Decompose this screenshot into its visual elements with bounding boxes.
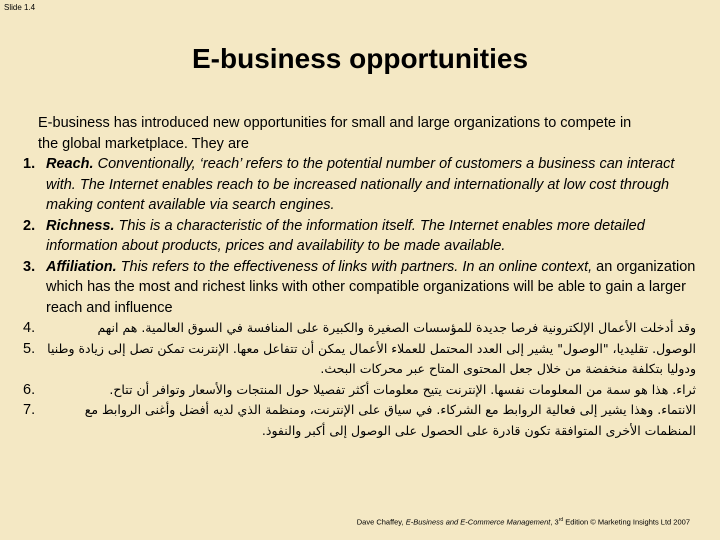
arabic-item-5: [16, 339, 696, 380]
arabic-text: الانتماء. وهذا يشير إلى فعالية الروابط مع الشركاء. في سياق على الإنترنت، ومنظمة الذي لديه أفضل وأغنى الروابط مع المنظمات الأخرى المتوافقة تكون قادرة على الحصول على الوصول إلى أكبر والنفوذ.: [84, 402, 696, 438]
list-number: 3.: [23, 258, 36, 275]
arabic-text: ثراء. هذا هو سمة من المعلومات نفسها. الإنترنت يتيح معلومات أكثر تفصيلا حول المنتجات والأسعار وتوافر أن تتاح.: [109, 381, 696, 397]
footer-book: E-Business and E-Commerce Management: [405, 517, 551, 527]
arabic-text: وقد أدخلت الأعمال الإلكترونية فرصا جديدة للمؤسسات الصغيرة والكبيرة على المنافسة في السوق العالمية. هم انهم: [97, 320, 696, 335]
list-item-lead: Richness.: [46, 217, 115, 234]
slide-body: [16, 113, 696, 441]
arabic-item-7: [16, 400, 696, 441]
list-number: 1.: [23, 156, 36, 172]
list-item-lead: Affiliation.: [46, 258, 117, 275]
footer-edition: , 3: [550, 517, 559, 527]
list-number: 5.: [23, 340, 36, 357]
list-item-text: [46, 216, 696, 257]
intro-line-1: E-business has introduced new opportunities for small and large organizations to compete in: [38, 115, 632, 131]
intro-line-2: the global marketplace. They are: [38, 135, 249, 152]
list-number: 2.: [23, 217, 36, 234]
list-item-tail: an organization which has the most and richest links with other compatible organizations will be able to gain a larger reach and influence: [46, 258, 696, 316]
list-item-text: [46, 257, 696, 319]
list-item-reach: [16, 154, 696, 216]
list-item-affiliation: [16, 257, 696, 319]
list-number: 7.: [23, 402, 36, 418]
arabic-text: الوصول. تقليديا، "الوصول" يشير إلى العدد المحتمل للعملاء الأعمال يمكن أن تتفاعل معها. الإنترنت تمكن تصل إلى زيادة وطنيا ودوليا بتكلفة منخفضة من خلال جعل المحتوى المتاح عبر محركات البحث.: [47, 340, 696, 376]
footer-citation: [357, 517, 690, 527]
slide-title: E-business opportunities: [191, 43, 529, 74]
slide-number: Slide 1.4: [4, 3, 36, 12]
list-item-text: [46, 154, 696, 216]
list-number: 6.: [23, 381, 36, 398]
list-item-richness: [16, 216, 696, 257]
footer-author: Dave Chaffey,: [356, 517, 404, 527]
list-item-body: This refers to the effectiveness of links with partners. In an online context,: [116, 258, 593, 275]
intro-paragraph: [38, 113, 696, 154]
footer-rest: Edition © Marketing Insights Ltd 2007: [563, 517, 690, 527]
list-item-body: This is a characteristic of the information itself. The Internet enables more detailed information about products, prices and availability to be made available.: [46, 217, 645, 254]
arabic-item-6: [16, 380, 696, 401]
list-item-body: Conventionally, ‘reach’ refers to the potential number of customers a business can interact with. The Internet enables reach to be increased nationally and internationally at low cost through making content available via search engines.: [46, 156, 675, 213]
list-item-lead: Reach.: [46, 156, 94, 172]
arabic-item-4: [16, 318, 696, 339]
list-number: 4.: [23, 320, 36, 336]
footer-sup: rd: [558, 517, 564, 523]
